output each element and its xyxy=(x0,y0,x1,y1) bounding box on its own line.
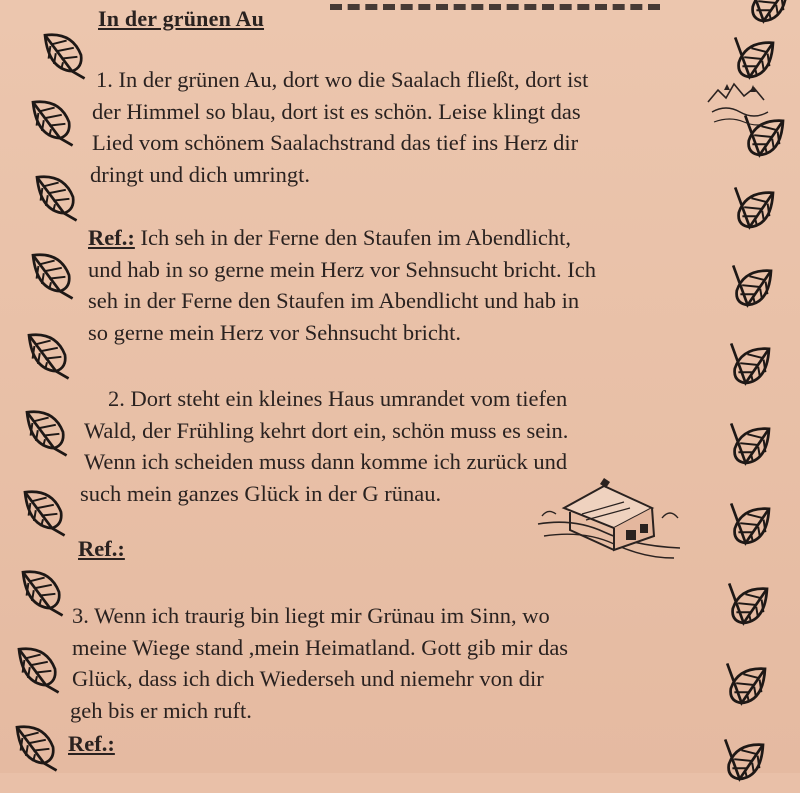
leaf-icon xyxy=(728,182,782,236)
leaf-icon xyxy=(726,260,780,314)
leaf-icon xyxy=(24,95,78,149)
house-drawing xyxy=(534,478,684,562)
refrain-line xyxy=(88,222,596,254)
leaf-icon xyxy=(722,578,776,632)
verse-line: 2. Dort steht ein kleines Haus umrandet vom tiefen xyxy=(108,386,568,411)
top-border xyxy=(330,0,660,10)
refrain-line: so gerne mein Herz vor Sehnsucht bricht. xyxy=(88,319,462,345)
leaf-icon xyxy=(8,720,62,774)
refrain-line: seh in der Ferne den Staufen im Abendlicht und hab in xyxy=(88,288,580,313)
verse-line: 3. Wenn ich traurig bin liegt mir Grünau im Sinn, wo xyxy=(72,603,550,628)
leaf-icon xyxy=(724,498,778,552)
refrain xyxy=(88,222,596,348)
refrain-label: Ref.: xyxy=(68,731,115,756)
landscape-drawing xyxy=(704,72,774,142)
leaf-icon xyxy=(724,338,778,392)
verse-line: der Himmel so blau, dort ist es schön. Leise klingt das xyxy=(92,98,581,124)
leaf-icon xyxy=(724,418,778,472)
refrain-text: Ich seh in der Ferne den Staufen im Abendlicht, xyxy=(134,225,571,250)
verse-line: Glück, dass ich dich Wiederseh und niemehr von dir xyxy=(72,666,544,691)
leaf-icon xyxy=(16,485,70,539)
verse-2 xyxy=(80,383,569,509)
leaf-icon xyxy=(10,642,64,696)
verse-line: 1. In der grünen Au, dort wo die Saalach fließt, dort ist xyxy=(96,67,589,92)
leaf-icon xyxy=(18,405,72,459)
verse-line: such mein ganzes Glück in der G rünau. xyxy=(80,480,442,506)
leaf-icon xyxy=(718,734,772,788)
leaf-icon xyxy=(24,248,78,302)
leaf-icon xyxy=(14,565,68,619)
verse-line: Wald, der Frühling kehrt dort ein, schön muss es sein. xyxy=(84,417,569,443)
leaf-icon xyxy=(20,328,74,382)
refrain-line: und hab in so gerne mein Herz vor Sehnsucht bricht. Ich xyxy=(88,256,596,282)
leaf-icon xyxy=(28,170,82,224)
verse-3 xyxy=(72,600,568,726)
refrain-label: Ref.: xyxy=(78,536,125,561)
verse-line: Wenn ich scheiden muss dann komme ich zurück und xyxy=(84,449,568,474)
leaf-icon xyxy=(720,658,774,712)
verse-line: dringt und dich umringt. xyxy=(90,161,310,187)
verse-line: Lied vom schönem Saalachstrand das tief ins Herz dir xyxy=(92,130,579,155)
leaf-icon xyxy=(742,0,796,30)
refrain-label: Ref.: xyxy=(88,225,135,250)
verse-line: meine Wiege stand ,mein Heimatland. Gott gib mir das xyxy=(72,634,569,660)
verse-line: geh bis er mich ruft. xyxy=(70,697,252,723)
leaf-icon xyxy=(36,28,90,82)
page-title: In der grünen Au xyxy=(98,6,265,31)
verse-1 xyxy=(90,64,589,190)
